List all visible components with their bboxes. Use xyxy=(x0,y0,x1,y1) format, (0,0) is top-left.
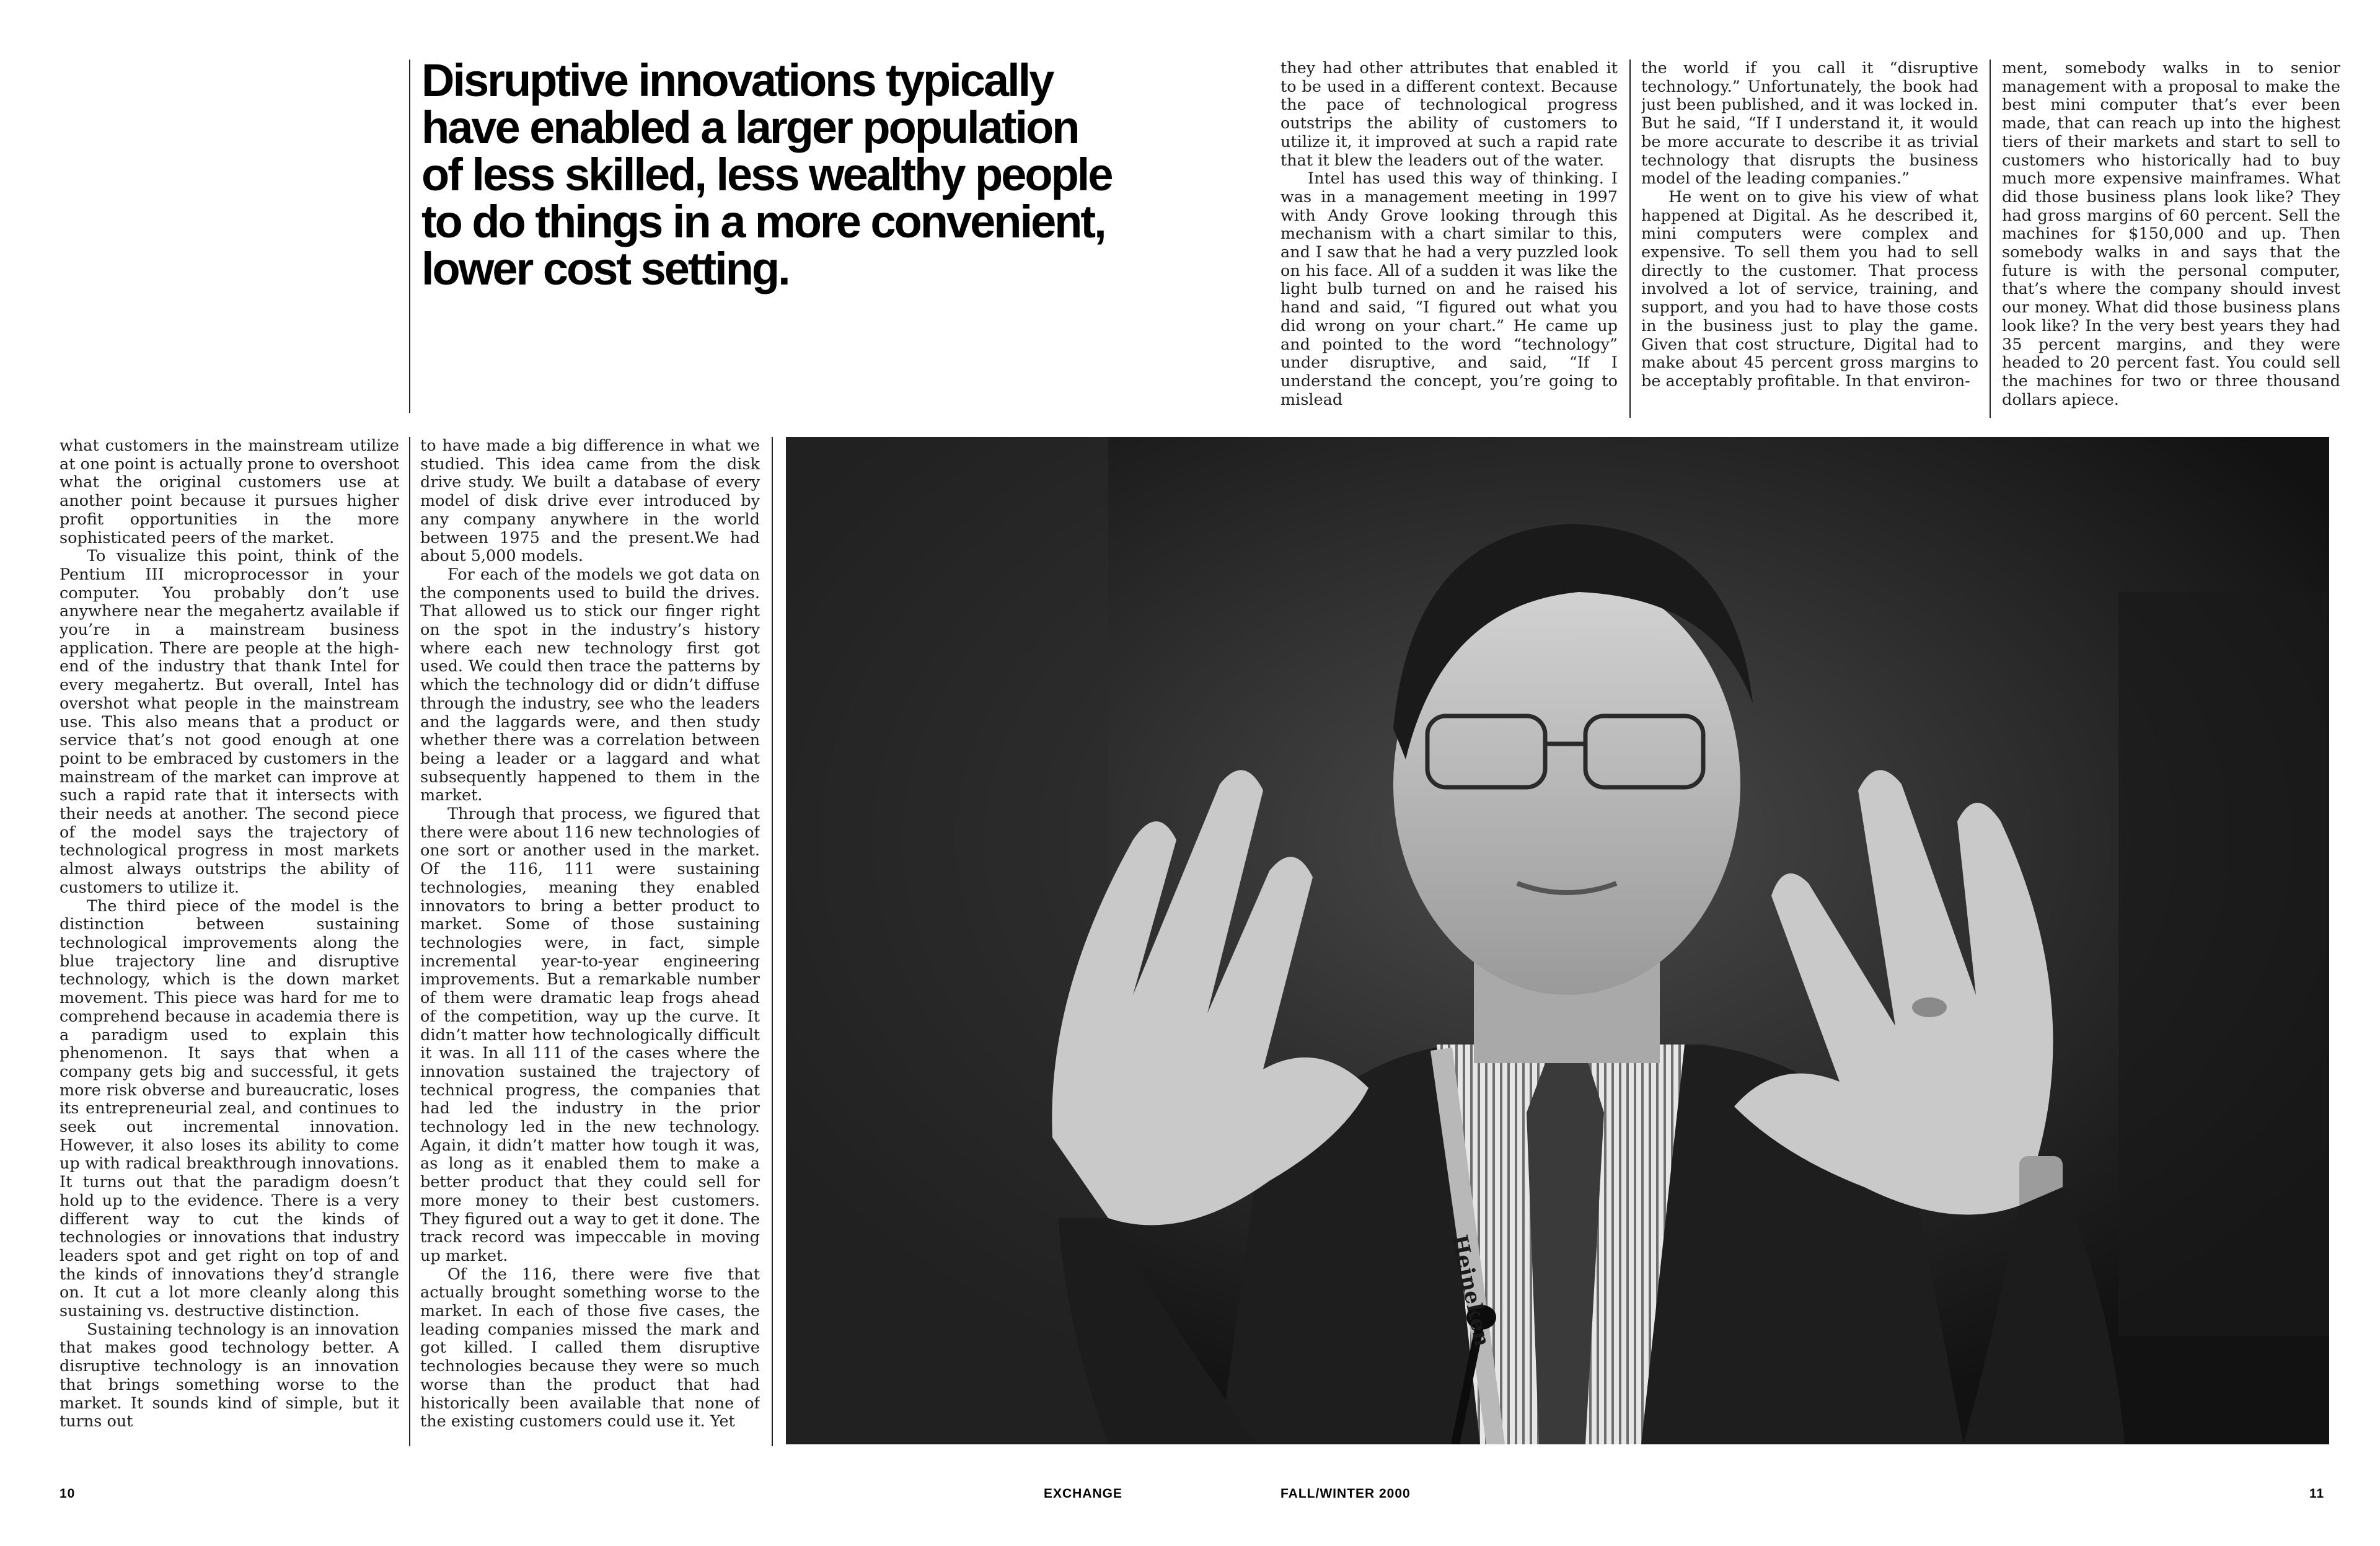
speaker-photo xyxy=(786,437,2329,1444)
column-top-3 xyxy=(2002,60,2340,418)
column-rule xyxy=(409,437,410,1446)
paragraph: Through that process, we figured that there were about 116 new technologies of one sort or another used in the market. Of the 116, 111 were sustaining technologies, meaning they enabled innovators to bring a better product to market. Some of those sustaining technologies were, in fact, simple incremental year-to-year engineering improvements. But a remarkable number of them were dramatic leap frogs ahead of the competition, way up the curve. It didn’t matter how technologically difficult it was. In all 111 of the cases where the innovation sustained the trajectory of technical progress, the companies that had led the industry in the prior technology led in the new technology. Again, it didn’t matter how tough it was, as long as it enabled them to make a better product that they could sell for more money to their best customers. They figured out a way to get it done. The track record was impeccable in moving up market. xyxy=(420,805,760,1265)
column-rule xyxy=(772,437,773,1446)
paragraph: what customers in the mainstream utilize at one point is actually prone to overshoot what the original customers use at another point because it pursues higher profit opportunities in the more sophisticated peers of the market. xyxy=(60,437,399,547)
column-top-1 xyxy=(1280,60,1618,418)
issue-date: FALL/WINTER 2000 xyxy=(1280,1486,1411,1501)
paragraph: For each of the models we got data on the components used to build the drives. That allowed us to stick our finger right on the spot in the industry’s history where each new technology first got used. We could then trace the patterns by which the technology did or didn’t diffuse through the industry, see who the leaders and the laggards were, and then study whether there was a correlation between being a leader or a laggard and what subsequently happened to them in the market. xyxy=(420,565,760,805)
column-top-2 xyxy=(1641,60,1978,418)
page-number-right: 11 xyxy=(2309,1486,2325,1501)
paragraph: the world if you call it “disruptive technology.” Unfortunately, the book had just been published, and it was locked in. But he said, “If I understand it, it would be more accurate to describe it as trivial technology that disrupts the business model of the leading companies.” xyxy=(1641,60,1978,188)
paragraph: Intel has used this way of thinking. I was in a management meeting in 1997 with Andy Grove looking through this mechanism with a chart similar to this, and I saw that he had a very puzzled look on his face. All of a sudden it was like the light bulb turned on and he raised his hand and said, “I figured out what you did wrong on your chart.” He came up and pointed to the word “technology” under disruptive, and said, “If I understand the concept, you’re going to mislead xyxy=(1280,169,1618,409)
pull-quote-rule xyxy=(409,60,410,413)
paragraph: Sustaining technology is an innovation that makes good technology better. A disruptive technology is an innovation that brings something worse to the market. It sounds kind of simple, but it turns out xyxy=(60,1320,399,1431)
paragraph: He went on to give his view of what happened at Digital. As he described it, mini computers were complex and expensive. To sell them you had to sell directly to the customer. That process involved a lot of service, training, and support, and you had to have those costs in the business just to play the game. Given that cost structure, Digital had to make about 45 percent gross margins to be acceptably profitable. In that environ- xyxy=(1641,187,1978,391)
column-rule xyxy=(1990,60,1991,418)
pull-quote: Disruptive innovations typically have enabled a larger population of less skilled, less wealthy people to do things in a more convenient, lower cost setting. xyxy=(421,55,1112,294)
paragraph: Of the 116, there were five that actually brought something worse to the market. In each of those five cases, the leading companies missed the mark and got killed. I called them disruptive technologies because they were so much worse than the product that had historically been available that none of the existing customers could use it. Yet xyxy=(420,1265,760,1431)
paragraph: The third piece of the model is the distinction between sustaining technological improvements along the blue trajectory line and disruptive technology, which is the down market movement. This piece was hard for me to comprehend because in academia there is a paradigm used to explain this phenomenon. It says that when a company gets big and successful, it gets more risk obverse and bureaucratic, loses its entrepreneurial zeal, and continues to seek out incremental innovation. However, it also loses its ability to come up with radical breakthrough innovations. It turns out that the paradigm doesn’t hold up to the evidence. There is a very different way to cut the kinds of technologies or innovations that industry leaders spot and get right on top of and the kinds of innovations they’d strangle on. It cut a lot more cleanly along this sustaining vs. destructive distinction. xyxy=(60,896,399,1321)
speaker-photo-illustration xyxy=(786,437,2329,1444)
publication-name: EXCHANGE xyxy=(1044,1486,1123,1501)
paragraph: they had other attributes that enabled it to be used in a different context. Because the pace of technological progress outstrips the ability of customers to utilize it, it improved at such a rapid rate that it blew the leaders out of the water. xyxy=(1280,60,1618,170)
paragraph: to have made a big difference in what we studied. This idea came from the disk drive study. We built a database of every model of disk drive ever introduced by any company anywhere in the world between 1975 and the present.We had about 5,000 models. xyxy=(420,437,760,566)
column-middle xyxy=(420,437,760,1447)
page-number-left: 10 xyxy=(60,1486,76,1501)
paragraph: To visualize this point, think of the Pentium III microprocessor in your computer. You probably don’t use anywhere near the megahertz available if you’re in a mainstream business application. There are people at the high-end of the industry that thank Intel for every megahertz. But overall, Intel has overshot what people in the mainstream use. This also means that a product or service that’s not good enough at one point to be embraced by customers in the mainstream of the market can improve at such a rapid rate that it intersects with their needs at another. The second piece of the model says the trajectory of technological progress in most markets almost always outstrips the ability of customers to utilize it. xyxy=(60,547,399,897)
column-rule xyxy=(1629,60,1631,418)
column-left xyxy=(60,437,399,1447)
paragraph: ment, somebody walks in to senior management with a proposal to make the best mini computer that’s ever been made, that can reach up into the highest tiers of their markets and start to sell to customers who historically had to buy much more expensive mainframes. What did those business plans look like? They had gross margins of 60 percent. Sell the machines for $150,000 and up. Then somebody walks in and says that the future is with the personal computer, that’s where the company should invest our money. What did those business plans look like? In the very best years they had 35 percent margins, and they were headed to 20 percent fast. You could sell the machines for two or three thousand dollars apiece. xyxy=(2002,60,2340,409)
lanyard-text: Heineken xyxy=(1447,1232,1495,1349)
